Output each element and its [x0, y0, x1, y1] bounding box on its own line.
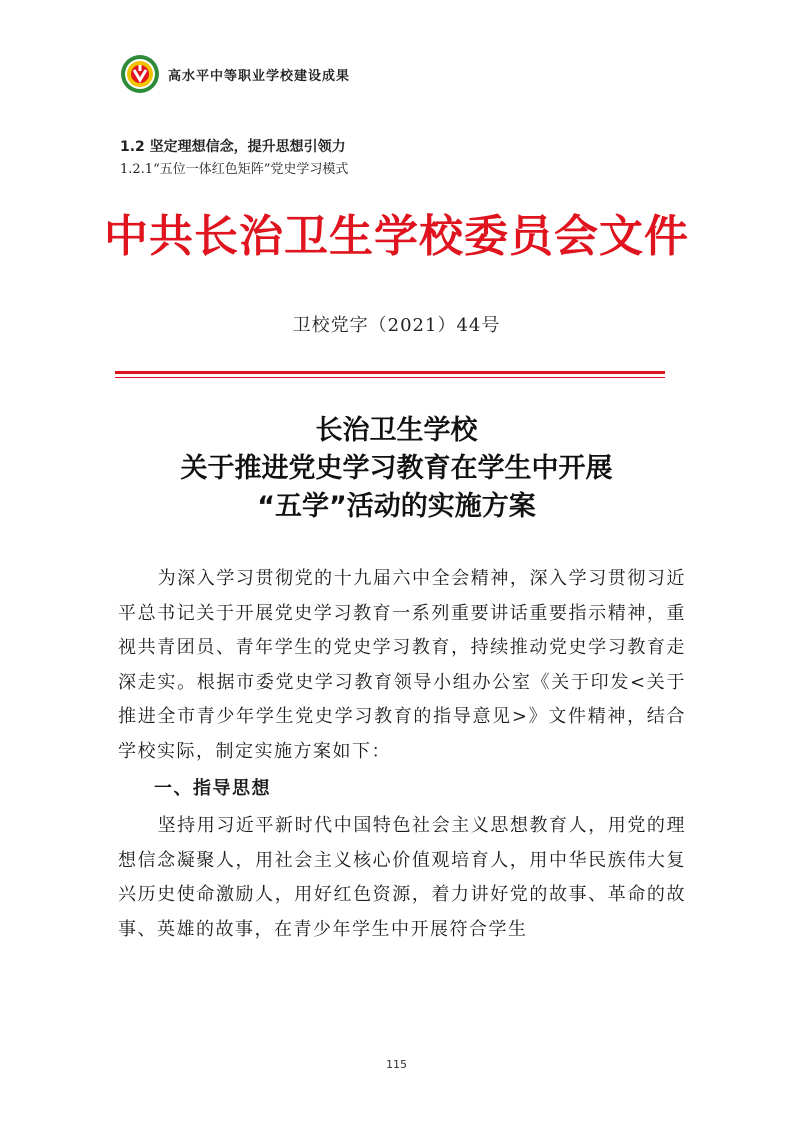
page-number: 115 — [386, 1058, 407, 1071]
title-line: 关于推进党史学习教育在学生中开展 — [180, 453, 613, 484]
guiding-thought-paragraph: 坚持用习近平新时代中国特色社会主义思想教育人，用党的理想信念凝聚人，用社会主义核心价值观培育人，用中华民族伟大复兴历史使命激励人，用好红色资源，着力讲好党的故事、革命的故事、英雄的故事，在青少年学生中开展符合学生 — [118, 815, 686, 940]
title-line: 长治卫生学校 — [315, 415, 478, 446]
intro-paragraph: 为深入学习贯彻党的十九届六中全会精神，深入学习贯彻习近平总书记关于开展党史学习教育一系列重要讲话重要指示精神，重视共青团员、青年学生的党史学习教育，持续推动党史学习教育走深走实。根据市委党史学习教育领导小组办公室《关于印发<关于推进全市青少年学生党史学习教育的指导意见>》文件精神，结合学校实际，制定实施方案如下： — [118, 568, 686, 762]
issuer-title: 中共长治卫生学校委员会文件 — [104, 211, 689, 262]
document-title — [0, 412, 793, 526]
subsection-title: 1.2.1“五位一体红色矩阵”党史学习模式 — [120, 162, 349, 177]
document-body — [118, 562, 686, 947]
section-title: 1.2 坚定理想信念，提升思想引领力 — [120, 139, 346, 155]
header-title: 高水平中等职业学校建设成果 — [168, 68, 351, 84]
school-emblem-icon — [120, 54, 160, 94]
red-divider-thick — [115, 371, 665, 374]
section-heading: 一、指导思想 — [154, 778, 271, 799]
red-divider-thin — [115, 377, 665, 378]
page-header — [120, 52, 350, 96]
title-line: “五学”活动的实施方案 — [257, 491, 536, 522]
document-number: 卫校党字（2021）44号 — [292, 315, 501, 336]
